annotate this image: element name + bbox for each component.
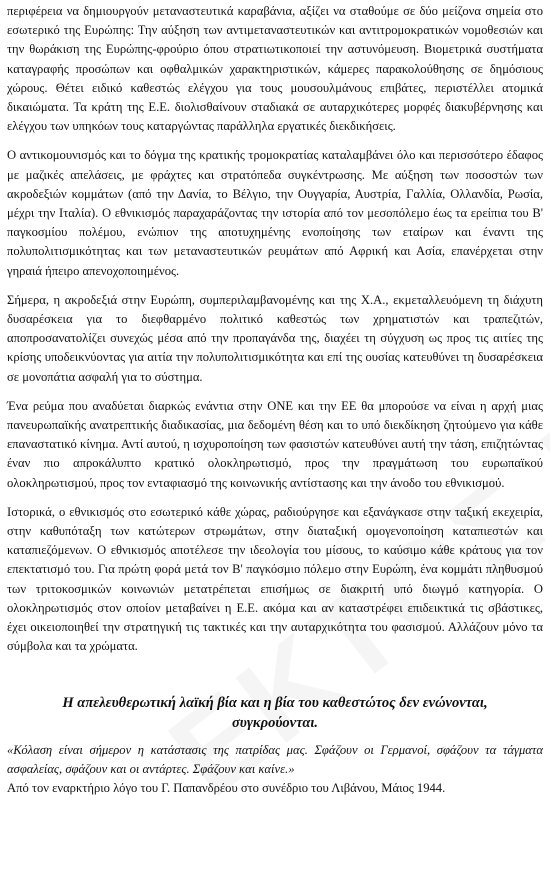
quote-text: «Κόλαση είναι σήμερον η κατάστασις της πατρίδας μας. Σφάζουν οι Γερμανοί, σφάζουν τα τάγματα ασφαλείας, σφάζουν και οι αντάρτες. Σφάζουν και καίνε.» [7, 742, 543, 776]
paragraph-3: Σήμερα, η ακροδεξιά στην Ευρώπη, συμπεριλαμβανομένης και της Χ.Α., εκμεταλλευόμενη τη διάχυτη δυσαρέσκεια για το διεφθαρμένο πολιτικό καθεστώς των χρηματιστών και τραπεζιτών, αποπροσανατολίζει συνεχώς μέσα από την προπαγάνδα της, διαχέει τη σύγχυση ως προς τις αιτίες της κρίσης υποδεικνύοντας για αιτία την πολυπολιτισμικότητα και επί της ουσίας κατευθύνει τη δυσαρέσκεια σε μονοπάτια ασφαλή για το σύστημα. [7, 292, 543, 384]
quote-source: Από τον εναρκτήριο λόγο του Γ. Παπανδρέου στο συνέδριο του Λιβάνου, Μάιος 1944. [7, 780, 446, 795]
section-heading: Η απελευθερωτική λαϊκή βία και η βία του καθεστώτος δεν ενώνονται, συγκρούονται. [62, 694, 488, 731]
paragraph-1: περιφέρεια να δημιουργούν μεταναστευτικά καραβάνια, αξίζει να σταθούμε σε δύο μείζονα σημεία στο εσωτερικό της Ευρώπης: Την αύξηση των αντιμεταναστευτικών και αντιτρομοκρατικών νομοθεσιών και την θωράκιση της Ευρώπης-φρούριο όπου στρατιωτικοποιεί την αστυνόμευση. Βιομετρικά συστήματα καταγραφής προσώπων και οφθαλμικών χαρακτηριστικών, κάμερες παρακολούθησης σε δημόσιους χώρους. Θέτει ειδικό καθεστώς ελέγχου για τους μουσουλμάνους επιβάτες, περιστέλλει ατομικά δικαιώματα. Τα κράτη της Ε.Ε. διολισθαίνουν σταδιακά σε αυταρχικότερες μορφές διακυβέρνησης και ελέγχου των υπηκόων τους καταργώντας παράλληλα εργατικές διεκδικήσεις. [7, 4, 543, 134]
paragraph-4: Ένα ρεύμα που αναδύεται διαρκώς ενάντια στην ΟΝΕ και την ΕΕ θα μπορούσε να είναι η αρχή μιας πανευρωπαϊκής ανατρεπτικής διαδικασίας, μια δεδομένη θέση και το υπό διεκδίκηση ζητούμενο για κάθε επαναστατικό κίνημα. Αντί αυτού, η ισχυροποίηση των φασιστών κατευθύνει αυτή την τάση, επιζητώντας έναν πιο απροκάλυπτο κρατικό ολοκληρωτισμό, προς την πραγμάτωση του ευρωπαϊκού ολοκληρωτισμού, προς τον ενταφιασμό της κοινωνικής αντίστασης και την άνοδο του εθνικισμού. [7, 398, 543, 490]
paragraph-2: Ο αντικομουνισμός και το δόγμα της κρατικής τρομοκρατίας καταλαμβάνει όλο και περισσότερο έδαφος με μαζικές απελάσεις, με φράχτες και στρατόπεδα συγκέντρωσης. Με αύξηση των ποσοστών των ακροδεξιών κομμάτων (από την Δανία, το Βέλγιο, την Ουγγαρία, Αυστρία, Γαλλία, Ολλανδία, Ρωσία, μέχρι την Ιταλία). Ο εθνικισμός παραχαράζοντας την ιστορία από τον μεσοπόλεμο έως τα ερείπια του Β' παγκοσμίου πολέμου, ενώπιον της αποτυχημένης ενοποίησης των εταίρων και έναντι της πολυπολιτισμικότητας και των μεταναστευτικών ρευμάτων από Αφρική και Ασία, επανέρχεται στην γηραιά ήπειρο απενοχοποιημένος. [7, 148, 543, 278]
paragraph-5: Ιστορικά, ο εθνικισμός στο εσωτερικό κάθε χώρας, ραδιούργησε και εξανάγκασε στην ταξική εκεχειρία, στην καθυπόταξη των κατώτερων στρωμάτων, στην διαταξική ομογενοποίηση καταπιεστών και καταπιεζόμενων. Ο εθνικισμός αποτέλεσε την ιδεολογία του μίσους, το καύσιμο κάθε κράτους για τον επεκτατισμό του. Για πρώτη φορά μετά τον Β' παγκόσμιο πόλεμο στην Ευρώπη, ένα κομμάτι πληθυσμού των τριτοκοσμικών κοινωνιών μετατρέπεται επισήμως σε διακριτή υπό διωγμό κατηγορία. Ο ολοκληρωτισμός στον οποίον μεταβαίνει η Ε.Ε. ακόμα και αν καταστρέφει επιδεικτικά τις σβάστικες, έχει οικειοποιηθεί την στρατηγική τις τακτικές και την αυταρχικότητα του φασισμού. Αλλάζουν μόνο τα σύμβολα και τα χρώματα. [7, 504, 543, 654]
document-body [7, 2, 543, 798]
